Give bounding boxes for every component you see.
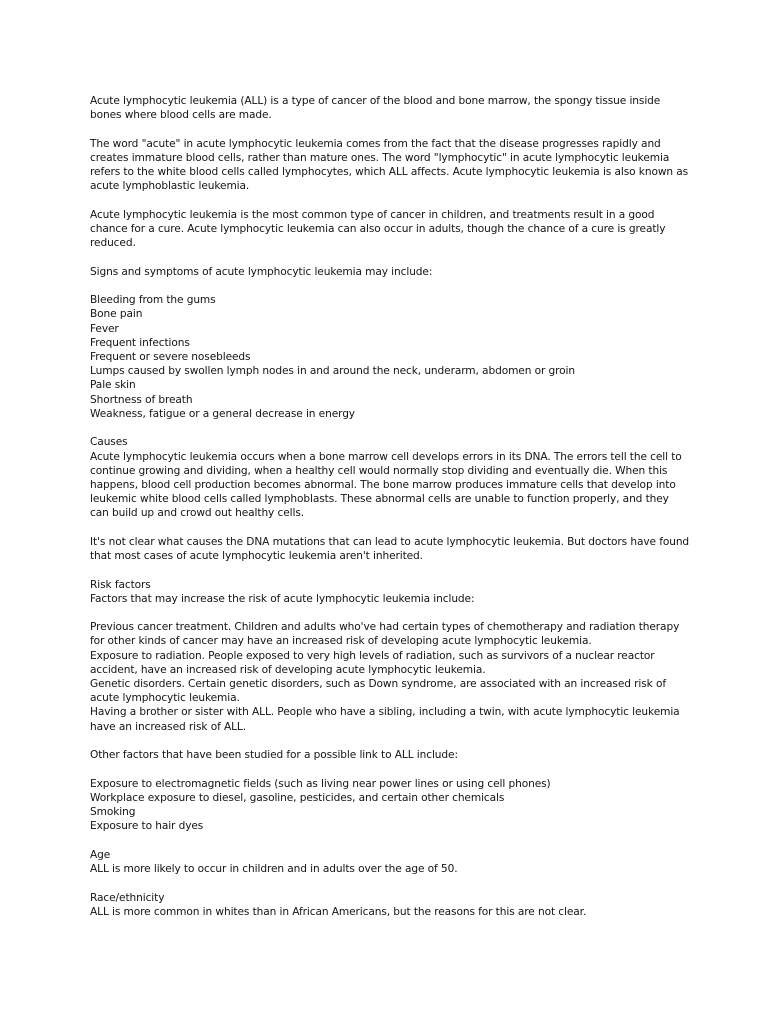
race-heading: Race/ethnicity (90, 891, 165, 904)
risk-factors-heading: Risk factors (90, 578, 151, 591)
acute-meaning-paragraph: The word "acute" in acute lymphocytic leukemia comes from the fact that the disease progresses rapidly and creates immature blood cells, rather than mature ones. The word "lymphocytic" in acute lymphocytic leukemia refers to the white blood cells called lymphocytes, which ALL affects. Acute lymphocytic leukemia is also known as acute lymphoblastic leukemia. (90, 137, 689, 193)
list-item: Exposure to hair dyes (90, 820, 204, 833)
list-item: Frequent or severe nosebleeds (90, 351, 251, 364)
causes-unclear-paragraph: It's not clear what causes the DNA mutations that can lead to acute lymphocytic leukemia. But doctors have found that most cases of acute lymphocytic leukemia aren't inherited. (90, 535, 690, 563)
symptoms-list (90, 293, 690, 421)
causes-section (90, 435, 690, 520)
list-item: Smoking (90, 806, 136, 819)
age-section (90, 848, 690, 876)
symptoms-intro: Signs and symptoms of acute lymphocytic leukemia may include: (90, 265, 433, 278)
list-item: Lumps caused by swollen lymph nodes in and around the neck, underarm, abdomen or groin (90, 365, 575, 378)
document-page (90, 94, 690, 933)
age-heading: Age (90, 848, 111, 861)
age-paragraph: ALL is more likely to occur in children and in adults over the age of 50. (90, 863, 458, 875)
list-item: Exposure to electromagnetic fields (such as living near power lines or using cell phones) (90, 777, 551, 790)
children-paragraph: Acute lymphocytic leukemia is the most common type of cancer in children, and treatments result in a good chance for a cure. Acute lymphocytic leukemia can also occur in adults, though the chance of a cure is greatly reduced. (90, 208, 666, 250)
risk-factors-section (90, 578, 690, 606)
list-item: Frequent infections (90, 336, 190, 349)
list-item: Bone pain (90, 308, 143, 321)
causes-heading: Causes (90, 436, 128, 449)
risk-factors-intro: Factors that may increase the risk of acute lymphocytic leukemia include: (90, 592, 475, 605)
list-item: Shortness of breath (90, 393, 193, 406)
race-paragraph: ALL is more common in whites than in African Americans, but the reasons for this are not clear. (90, 905, 587, 918)
list-item: Pale skin (90, 379, 136, 392)
intro-paragraph: Acute lymphocytic leukemia (ALL) is a type of cancer of the blood and bone marrow, the spongy tissue inside bones where blood cells are made. (90, 95, 661, 122)
list-item: Previous cancer treatment. Children and adults who've had certain types of chemotherapy and radiation therapy for other kinds of cancer may have an increased risk of developing acute lymphocytic leukemia. (90, 621, 680, 648)
list-item: Weakness, fatigue or a general decrease in energy (90, 407, 355, 420)
list-item: Workplace exposure to diesel, gasoline, pesticides, and certain other chemicals (90, 791, 505, 804)
list-item: Bleeding from the gums (90, 294, 216, 307)
other-factors-list (90, 777, 690, 834)
list-item: Fever (90, 322, 119, 335)
list-item: Having a brother or sister with ALL. People who have a sibling, including a twin, with acute lymphocytic leukemia have an increased risk of ALL. (90, 706, 680, 733)
race-section (90, 891, 690, 919)
list-item: Genetic disorders. Certain genetic disorders, such as Down syndrome, are associated with an increased risk of acute lymphocytic leukemia. (90, 678, 666, 705)
risk-factors-list (90, 620, 690, 734)
causes-paragraph: Acute lymphocytic leukemia occurs when a bone marrow cell develops errors in its DNA. The errors tell the cell to continue growing and dividing, when a healthy cell would normally stop dividing and eventually die. When this happens, blood cell production becomes abnormal. The bone marrow produces immature cells that develop into leukemic white blood cells called lymphoblasts. These abnormal cells are unable to function properly, and they can build up and crowd out healthy cells. (90, 450, 682, 520)
list-item: Exposure to radiation. People exposed to very high levels of radiation, such as survivors of a nuclear reactor accident, have an increased risk of developing acute lymphocytic leukemia. (90, 649, 655, 676)
other-factors-intro: Other factors that have been studied for a possible link to ALL include: (90, 749, 458, 762)
